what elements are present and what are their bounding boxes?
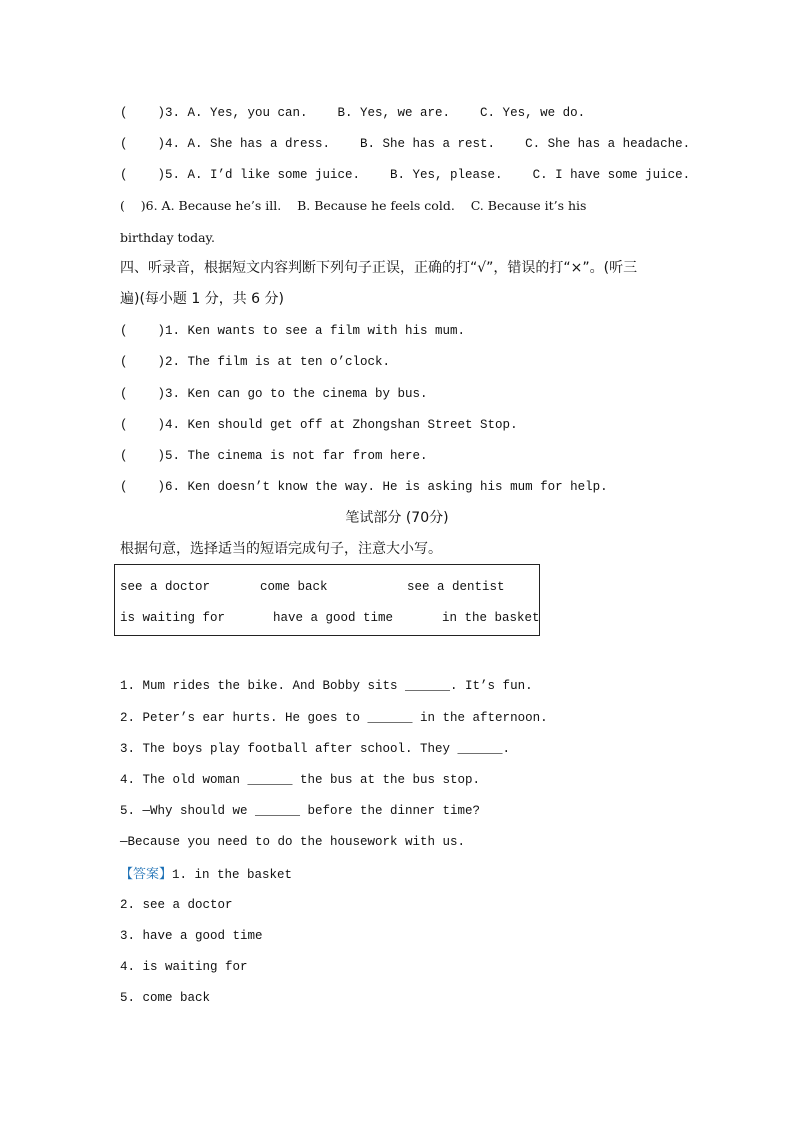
answer-3: 3. have a good time xyxy=(120,929,263,943)
answer-tag: 【答案】 xyxy=(120,867,173,882)
phrase-item: see a dentist xyxy=(407,580,505,594)
true-false-item-5: ( )5. The cinema is not far from here. xyxy=(120,449,428,463)
fill-question-5: 5. —Why should we ______ before the dinner time? xyxy=(120,804,481,818)
answer-1: 1. in the basket xyxy=(172,868,293,882)
answer-5: 5. come back xyxy=(120,991,211,1005)
question-6-continued: birthday today. xyxy=(120,230,215,245)
fill-question-4: 4. The old woman ______ the bus at the bus stop. xyxy=(120,773,481,787)
answer-line-1 xyxy=(120,866,292,883)
true-false-item-1: ( )1. Ken wants to see a film with his mum. xyxy=(120,324,466,338)
written-section-instruction: 根据句意，选择适当的短语完成句子，注意大小写。 xyxy=(120,541,442,557)
phrase-item: is waiting for xyxy=(120,611,226,625)
true-false-item-6: ( )6. Ken doesn’t know the way. He is asking his mum for help. xyxy=(120,480,608,494)
phrase-item: see a doctor xyxy=(120,580,211,594)
fill-question-3: 3. The boys play football after school. They ______. xyxy=(120,742,511,756)
true-false-item-2: ( )2. The film is at ten o’clock. xyxy=(120,355,391,369)
phrase-bank xyxy=(114,564,540,636)
written-section-heading: 笔试部分 (70分) xyxy=(345,510,449,526)
question-4: ( )4. A. She has a dress. B. She has a rest. C. She has a headache. xyxy=(120,137,691,151)
fill-question-5-reply: —Because you need to do the housework with us. xyxy=(120,835,466,849)
section-instruction: 四、听录音，根据短文内容判断下列句子正误，正确的打“√”，错误的打“×”。(听三 xyxy=(120,260,638,276)
fill-question-2: 2. Peter’s ear hurts. He goes to ______ in the afternoon. xyxy=(120,711,548,725)
true-false-item-3: ( )3. Ken can go to the cinema by bus. xyxy=(120,387,428,401)
fill-question-1: 1. Mum rides the bike. And Bobby sits ______. It’s fun. xyxy=(120,679,533,693)
answer-4: 4. is waiting for xyxy=(120,960,248,974)
phrase-item: in the basket xyxy=(442,611,540,625)
phrase-item: come back xyxy=(260,580,328,594)
question-3: ( )3. A. Yes, you can. B. Yes, we are. C. Yes, we do. xyxy=(120,106,586,120)
phrase-item: have a good time xyxy=(273,611,394,625)
question-6: ( )6. A. Because he’s ill. B. Because he feels cold. C. Because it’s his xyxy=(120,198,587,213)
true-false-item-4: ( )4. Ken should get off at Zhongshan Street Stop. xyxy=(120,418,518,432)
question-5: ( )5. A. I’d like some juice. B. Yes, please. C. I have some juice. xyxy=(120,168,691,182)
section-instruction-continued: 遍)(每小题 1 分，共 6 分) xyxy=(120,291,285,307)
answer-2: 2. see a doctor xyxy=(120,898,233,912)
